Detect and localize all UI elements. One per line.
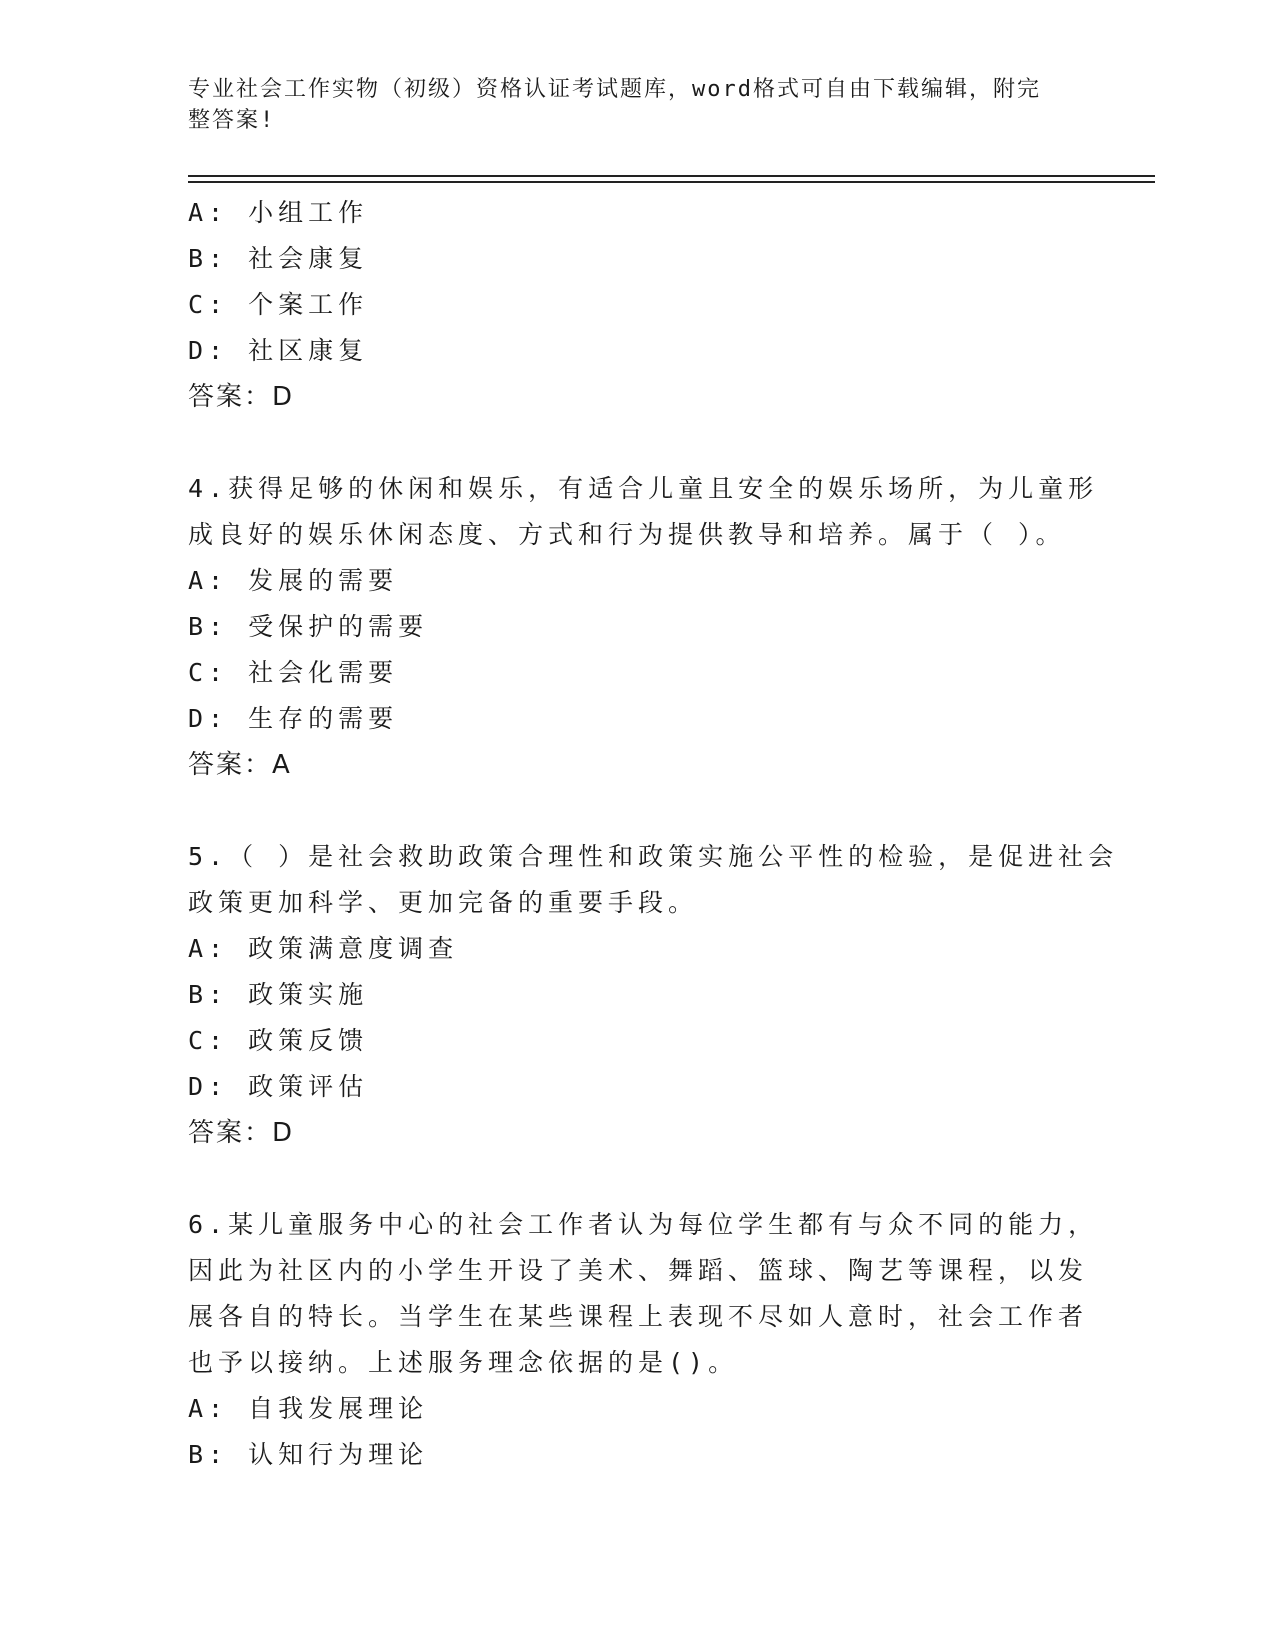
option-a: A: 小组工作 xyxy=(188,198,369,227)
question-stem xyxy=(188,834,1119,926)
answer: 答案：D xyxy=(188,1118,295,1148)
stem-line: 5.（ ）是社会救助政策合理性和政策实施公平性的检验，是促进社会 xyxy=(188,842,1119,871)
document-header xyxy=(188,74,1068,136)
answer: 答案：D xyxy=(188,382,295,412)
option-b: B: 认知行为理论 xyxy=(188,1440,429,1469)
option-c: C: 个案工作 xyxy=(188,290,369,319)
option-d: D: 生存的需要 xyxy=(188,704,399,733)
question-5 xyxy=(188,834,1119,1156)
document-body xyxy=(188,190,1119,1478)
question-4 xyxy=(188,466,1099,788)
option-b: B: 受保护的需要 xyxy=(188,612,429,641)
question-stem xyxy=(188,466,1099,558)
option-a: A: 自我发展理论 xyxy=(188,1394,429,1423)
option-a: A: 发展的需要 xyxy=(188,566,399,595)
stem-line: 6.某儿童服务中心的社会工作者认为每位学生都有与众不同的能力， xyxy=(188,1210,1099,1239)
option-c: C: 政策反馈 xyxy=(188,1026,369,1055)
header-line-2: 整答案! xyxy=(188,108,276,133)
stem-line: 成良好的娱乐休闲态度、方式和行为提供教导和培养。属于（ ）。 xyxy=(188,520,1066,549)
answer: 答案：A xyxy=(188,750,292,780)
header-divider-top xyxy=(188,175,1155,177)
stem-line: 展各自的特长。当学生在某些课程上表现不尽如人意时，社会工作者 xyxy=(188,1302,1089,1331)
question-3 xyxy=(188,190,1088,420)
option-d: D: 社区康复 xyxy=(188,336,369,365)
question-6 xyxy=(188,1202,1099,1478)
option-d: D: 政策评估 xyxy=(188,1072,369,1101)
stem-line: 政策更加科学、更加完备的重要手段。 xyxy=(188,888,699,917)
question-stem xyxy=(188,1202,1099,1386)
stem-line: 4.获得足够的休闲和娱乐，有适合儿童且安全的娱乐场所，为儿童形 xyxy=(188,474,1099,503)
option-b: B: 社会康复 xyxy=(188,244,369,273)
stem-line: 因此为社区内的小学生开设了美术、舞蹈、篮球、陶艺等课程，以发 xyxy=(188,1256,1089,1285)
option-a: A: 政策满意度调查 xyxy=(188,934,459,963)
option-c: C: 社会化需要 xyxy=(188,658,399,687)
header-line-1: 专业社会工作实物（初级）资格认证考试题库，word格式可自由下载编辑，附完 xyxy=(188,77,1041,102)
header-divider-bottom xyxy=(188,181,1155,183)
option-b: B: 政策实施 xyxy=(188,980,369,1009)
stem-line: 也予以接纳。上述服务理念依据的是()。 xyxy=(188,1348,739,1377)
